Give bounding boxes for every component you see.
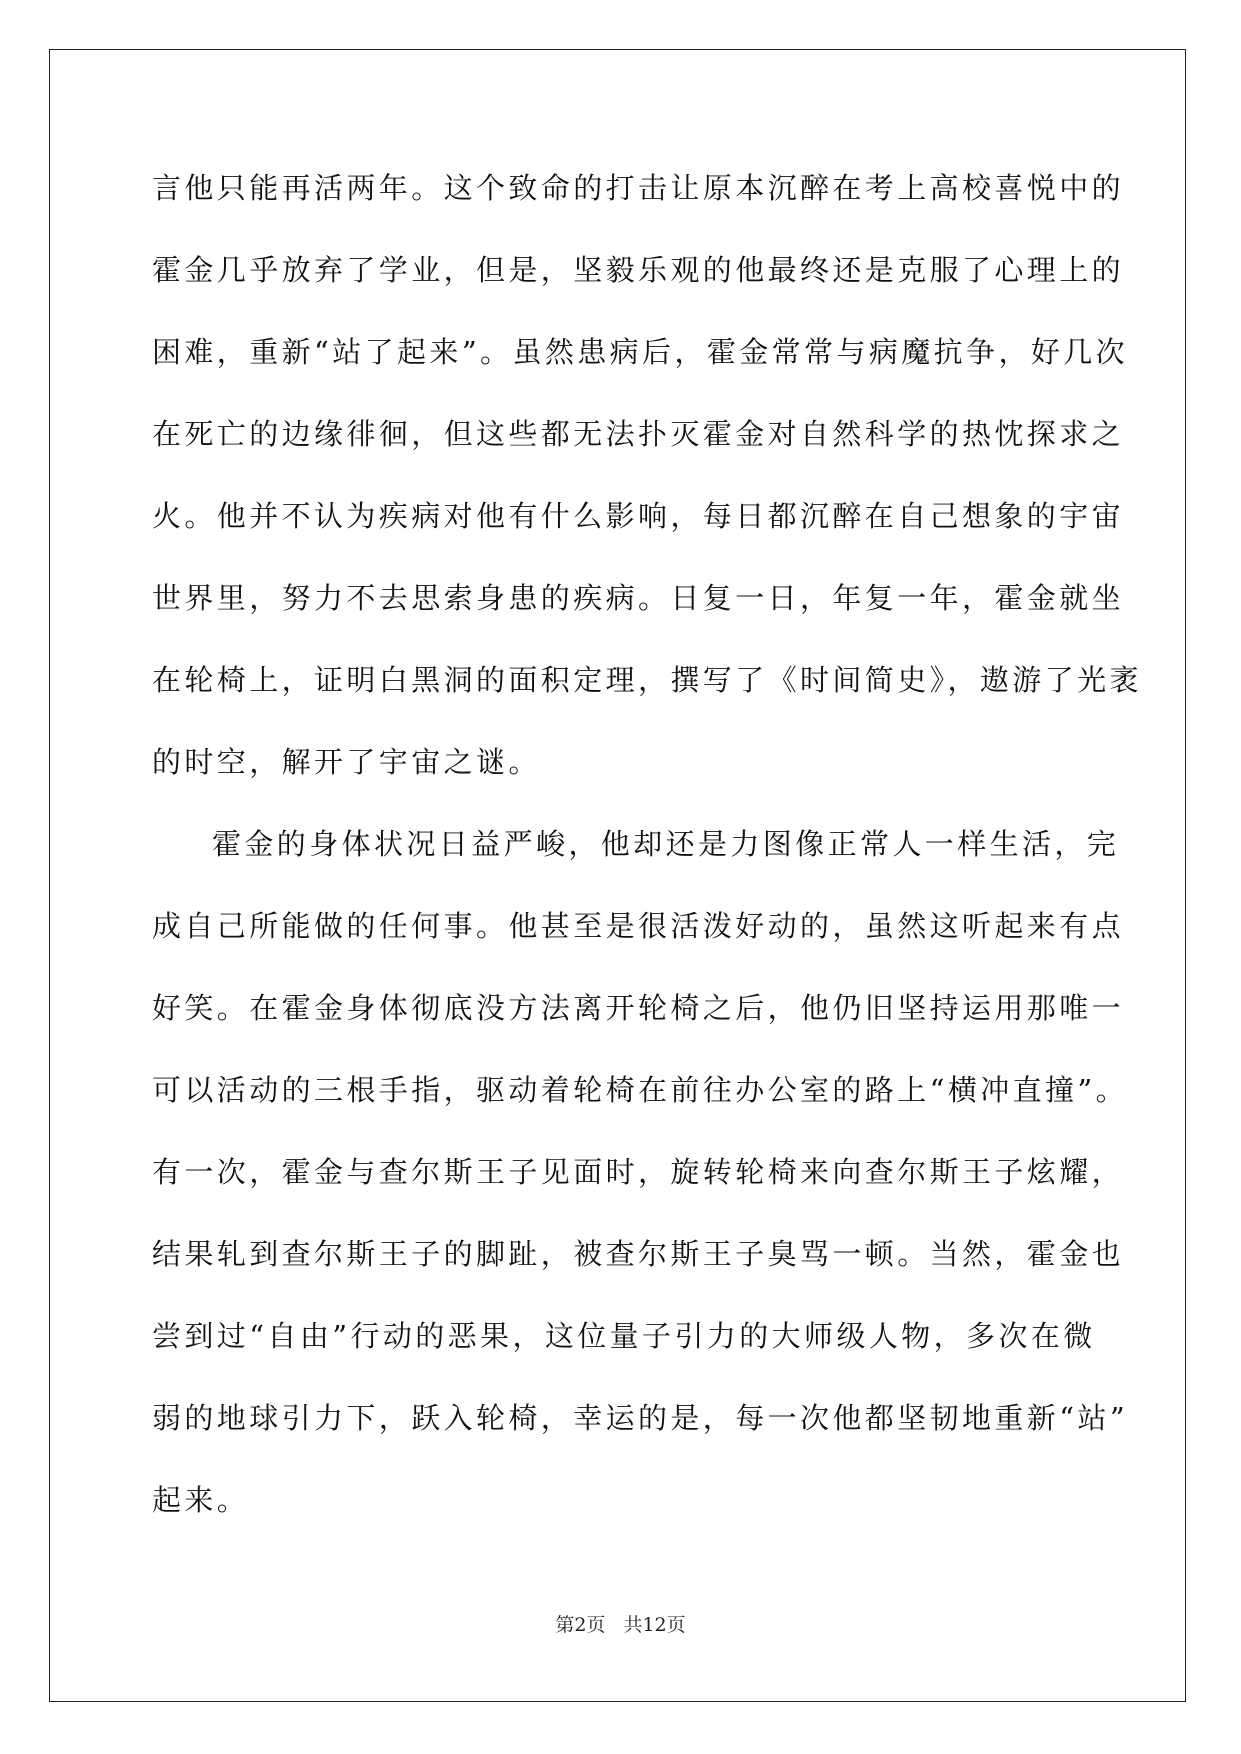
text-line: 困难，重新“站了起来”。虽然患病后，霍金常常与病魔抗争，好几次 [152,335,1129,369]
text-line: 世界里，努力不去思索身患的疾病。日复一日，年复一年，霍金就坐 [152,581,1125,615]
text-line: 结果轧到查尔斯王子的脚趾，被查尔斯王子臭骂一顿。当然，霍金也 [152,1237,1125,1271]
text-line: 成自己所能做的任何事。他甚至是很活泼好动的，虽然这听起来有点 [152,909,1125,943]
text-line: 霍金的身体状况日益严峻，他却还是力图像正常人一样生活，完 [212,827,1120,861]
text-line: 霍金几乎放弃了学业，但是，坚毅乐观的他最终还是克服了心理上的 [152,253,1125,287]
text-line: 尝到过“自由”行动的恶果，这位量子引力的大师级人物，多次在微 [152,1319,1096,1353]
text-line: 起来。 [152,1483,250,1517]
text-line: 可以活动的三根手指，驱动着轮椅在前往办公室的路上“横冲直撞”。 [152,1073,1129,1107]
page-number: 第2页 [555,1614,606,1636]
text-line: 有一次，霍金与查尔斯王子见面时，旋转轮椅来向查尔斯王子炫耀， [152,1155,1125,1189]
text-line: 在死亡的边缘徘徊，但这些都无法扑灭霍金对自然科学的热忱探求之 [152,417,1125,451]
page-total: 共12页 [623,1614,686,1636]
text-line: 言他只能再活两年。这个致命的打击让原本沉醉在考上高校喜悦中的 [152,171,1125,205]
text-line: 的时空，解开了宇宙之谜。 [152,745,541,779]
text-line: 好笑。在霍金身体彻底没方法离开轮椅之后，他仍旧坚持运用那唯一 [152,991,1125,1025]
text-line: 火。他并不认为疾病对他有什么影响，每日都沉醉在自己想象的宇宙 [152,499,1125,533]
text-line: 弱的地球引力下，跃入轮椅，幸运的是，每一次他都坚韧地重新“站” [152,1401,1129,1435]
page-footer [0,1613,1241,1637]
text-line: 在轮椅上，证明白黑洞的面积定理，撰写了《时间简史》，遨游了光袤 [152,663,1142,697]
